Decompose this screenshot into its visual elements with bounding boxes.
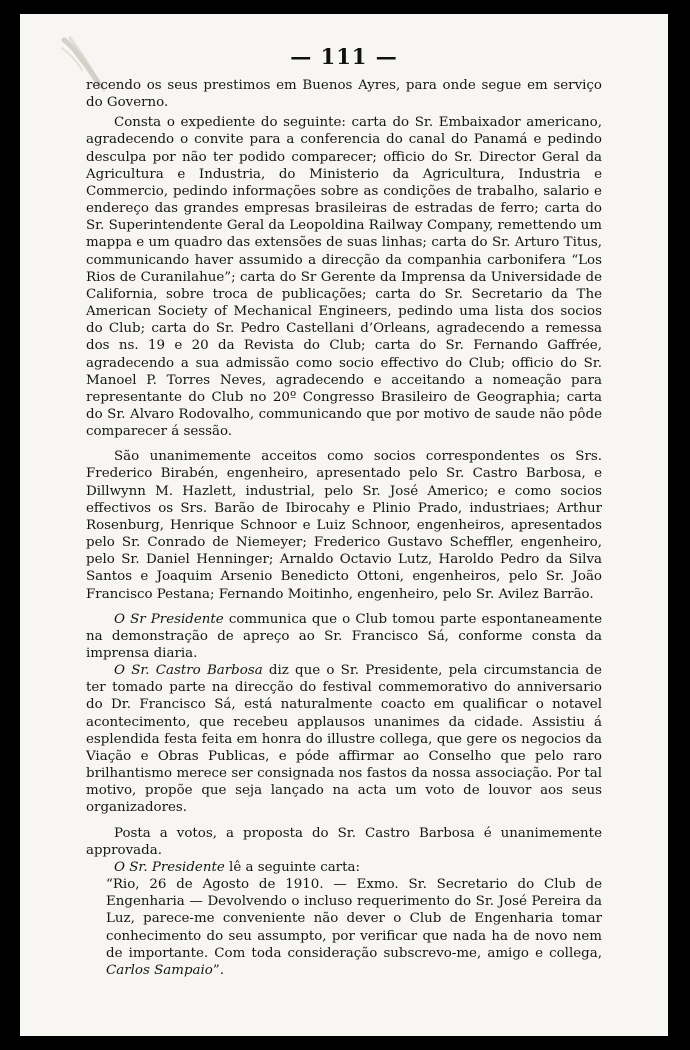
paragraph-presidente-communica [86,611,602,662]
paragraph-approved: Posta a votos, a proposta do Sr. Castro Barbosa é unanimemente approvada. [86,825,602,858]
page-number: — 111 — [290,44,398,69]
paragraph-castro-barbosa [86,662,602,816]
speaker-name: O Sr. Presidente [114,859,225,875]
paragraph-letter [86,876,602,979]
paragraph-text: communica que o Club tomou parte espontaneamente na demonstração de apreço ao Sr. Francisco Sá, conforme consta da imprensa diaria. [86,611,603,661]
paragraph-expediente: Consta o expediente do seguinte: carta do Sr. Embaixador americano, agradecendo o convite para a conferencia do canal do Panamá e pedindo desculpa por não ter podido comparecer; officio do Sr. Director Geral da Agricultura e Industria, do Ministerio da Agricultura, Industria e Commercio, pedindo informações sobre as condições de trabalho, salario e endereço das grandes empresas brasileiras de estradas de ferro; carta do Sr. Superintendente Geral da Leopoldina Railway Company, remettendo um mappa e um quadro das extensões de suas linhas; carta do Sr. Arturo Titus, communicando haver assumido a direcção da companhia carbonifera “Los Rios de Curanilahue”; carta do Sr Gerente da Imprensa da Universidade de California, sobre troca de publicações; carta do Sr. Secretario da The American Society of Mechanical Engineers, pedindo uma lista dos socios do Club; carta do Sr. Pedro Castellani d’Orleans, agradecendo a remessa dos ns. 19 e 20 da Revista do Club; carta do Sr. Fernando Gaffrée, agradecendo a sua admissão como socio effectivo do Club; officio do Sr. Manoel P. Torres Neves, agradecendo e acceitando a nomeação para representante do Club no 20º Congresso Brasileiro de Geographia; carta do Sr. Alvaro Rodovalho, communicando que por motivo de saude não pôde comparecer á sessão. [86,115,602,440]
paragraph-new-members: São unanimemente acceitos como socios correspondentes os Srs. Frederico Birabén, engenheiro, apresentado pelo Sr. Castro Barbosa, e Dillwynn M. Hazlett, industrial, pelo Sr. José Americo; e como socios effectivos os Srs. Barão de Ibirocahy e Plinio Prado, industriaes; Arthur Rosenburg, Henrique Schnoor e Luiz Schnoor, engenheiros, apresentados pelo Sr. Conrado de Niemeyer; Frederico Gustavo Scheffler, engenheiro, pelo Sr. Daniel Henninger; Arnaldo Octavio Lutz, Haroldo Pedro da Silva Santos e Joaquim Arsenio Benedicto Ottoni, engenheiros, pelo Sr. João Francisco Pestana; Fernando Moitinho, engenheiro, pelo Sr. Avilez Barrão. [86,449,602,602]
document-page [20,14,668,1036]
paragraph-presidente-carta [86,859,602,876]
speaker-name: O Sr. Castro Barbosa [114,663,263,679]
speaker-name: O Sr Presidente [114,611,224,627]
paragraph-text: lê a seguinte carta: [224,859,360,875]
letter-signature: Carlos Sampaio [106,962,213,978]
paragraph-continuation: recendo os seus prestimos em Buenos Ayres, para onde segue em serviço do Governo. [86,78,602,111]
letter-closing: ”. [212,962,224,978]
document-body [86,77,602,979]
paragraph-text: diz que o Sr. Presidente, pela circumstancia de ter tomado parte na direcção do festival commemorativo do anniversario do Dr. Francisco Sá, está naturalmente coacto em qualificar o notavel acontecimento, que recebeu applausos unanimes da cidade. Assistiu á esplendida festa feita em honra do illustre collega, que gere os negocios da Viação e Obras Publicas, e póde affirmar ao Conselho que pelo raro brilhantismo merece ser consignada nos fastos da nossa associação. Por tal motivo, propõe que seja lançado na acta um voto de louvor aos seus organizadores. [86,663,602,816]
letter-text: “Rio, 26 de Agosto de 1910. — Exmo. Sr. Secretario do Club de Engenharia — Devolvendo o incluso requerimento do Sr. José Pereira da Luz, parece-me conveniente não dever o Club de Engenharia tomar conhecimento do seu assumpto, por verificar que nada ha de novo nem de importante. Com toda consideração subscrevo-me, amigo e collega, [106,877,602,961]
